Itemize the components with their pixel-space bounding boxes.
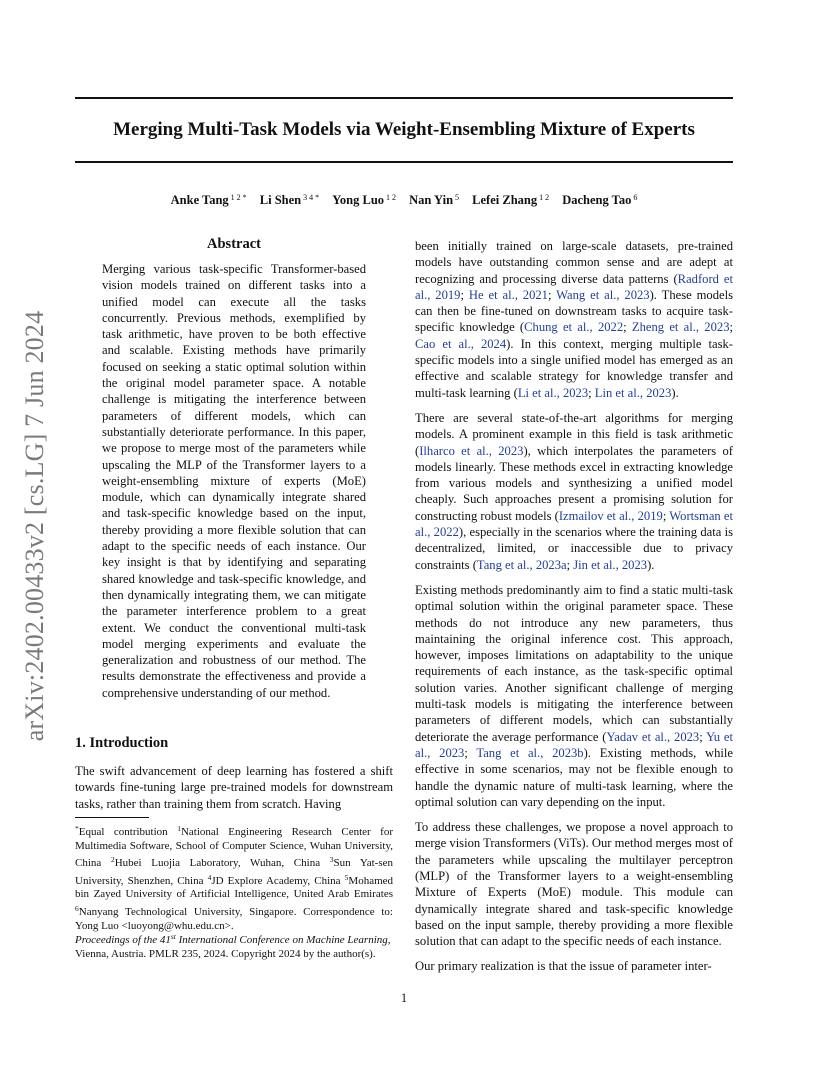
citation-link[interactable]: Wang et al., 2023 [556,287,650,302]
footnote-rule [75,817,149,818]
abstract-heading: Abstract [207,236,261,252]
equal-contribution-note: Equal contribution [78,826,168,838]
author-4 [409,193,459,207]
author-affiliation: 1 2 [539,193,550,202]
author-affiliation: 1 2 * [230,193,247,202]
citation-link[interactable]: Ilharco et al., 2023 [419,443,524,458]
correspondence-note: Correspondence to: Yong Luo <luoyong@whu.edu.cn>. [75,905,393,932]
author-affiliation: 5 [455,193,460,202]
right-column [415,238,733,984]
author-name: Dacheng Tao [562,193,632,207]
affiliation-5: Mohamed bin Zayed University of Artificial Intelligence, United Arab Emirates [75,874,394,901]
affiliation-footnote: *Equal contribution $^1$National Engineering Research Center for Multimedia Software, School of Computer Science, Wuhan University, China $^2$Hubei Luojia Laboratory, Wuhan, China $^3$Sun Yat-sen University, Shenzhen, China $^4$JD Explore Academy, China $^5$Mohamed bin Zayed University of Artificial Intelligence, United Arab Emirates $^6$Nanyang Technological University, Singapore. Correspondence to: Yong Luo <luoyong@whu.edu.cn>. [75,824,394,932]
citation-link[interactable]: He et al., 2021 [468,287,548,302]
citation-link[interactable]: Yadav et al., 2023 [606,729,700,744]
author-name: Li Shen [259,193,302,207]
author-list [75,190,733,208]
paragraph: Existing methods predominantly aim to find a static multi-task optimal solution within the original parameter space. These methods do not introduce any new parameters, thus maintaining the original inference cost. This approach, however, imposes limitations on adaptability to the unique requirements of each instance, as the task-specific optimal solution varies. Another significant challenge of merging multi-task models is mitigating the interference between parameters of different models, which can substantially deteriorate the average performance (Yadav et al., 2023; Yu et al., 2023; Tang et al., 2023b). Existing methods, while effective in some scenarios, may not be flexible enough to handle the dynamic nature of multi-task learning, where the optimal solution can vary depending on the input. [415,582,734,809]
author-6 [562,193,637,207]
citation-link[interactable]: Yu et al., 2023 [415,729,733,760]
citation-link[interactable]: Izmailov et al., 2019 [558,508,663,523]
abstract-text: Merging various task-specific Transformer-based vision models trained on different tasks into a unified model can execute all the tasks concurrently. Previous methods, exemplified by task arithmetic, have proven to be both effective and scalable. Existing methods have primarily focused on seeking a static optimal solution within the original model parameter space. A notable challenge is mitigating the interference between parameters of different models, which can substantially deteriorate performance. In this paper, we propose to merge most of the parameters while upscaling the MLP of the Transformer layers to a weight-ensembling mixture of experts (MoE) module, which can dynamically integrate shared and task-specific knowledge based on the input, thereby providing a more flexible solution that can adapt to the specific needs of each instance. Our key insight is that by identifying and separating shared knowledge and task-specific knowledge, and then dynamically integrating them, we can mitigate the parameter interference problem to a great extent. We conduct the conventional multi-task model merging experiments and evaluate the generalization and robustness of our method. The results demonstrate the effectiveness and provide a comprehensive understanding of our method. [102,262,366,700]
proceedings-copyright: , Vienna, Austria. PMLR 235, 2024. Copyright 2024 by the author(s). [75,934,391,960]
author-3 [332,193,396,207]
proceedings-venue: Proceedings of the 41 [75,934,171,946]
author-name: Yong Luo [332,193,385,207]
author-name: Nan Yin [409,193,454,207]
affiliation-2: Hubei Luojia Laboratory, Wuhan, China [114,857,321,870]
paper-title: Merging Multi-Task Models via Weight-Ensembling Mixture of Experts [113,119,695,140]
paragraph: been initially trained on large-scale datasets, pre-trained models have outstanding common sense and are adept at recognizing and processing diverse data patterns (Radford et al., 2019; He et al., 2021; Wang et al., 2023). These models can then be fine-tuned on downstream tasks to acquire task-specific knowledge (Chung et al., 2022; Zheng et al., 2023; Cao et al., 2024). In this context, merging multiple task-specific models into a single unified model has emerged as an effective and scalable strategy for knowledge transfer and multi-task learning (Li et al., 2023; Lin et al., 2023). [415,239,733,400]
citation-link[interactable]: Li et al., 2023 [517,385,589,400]
arxiv-stamp-container [20,296,50,756]
author-5 [472,193,549,207]
citation-link[interactable]: Lin et al., 2023 [594,385,672,400]
affiliation-1: National Engineering Research Center for Multimedia Software, School of Computer Science, Wuhan University, China [75,826,394,870]
citation-link[interactable]: Jin et al., 2023 [573,557,648,572]
author-2 [260,193,319,207]
title-rule-top [75,97,733,99]
author-name: Anke Tang [170,193,229,207]
arxiv-stamp: arXiv:2402.00433v2 [cs.LG] 7 Jun 2024 [20,310,49,742]
citation-link[interactable]: Radford et al., 2019 [415,271,733,302]
introduction-text: The swift advancement of deep learning has fostered a shift towards fine-tuning large pre-trained models for downstream tasks, rather than training them from scratch. Having [75,764,393,811]
section-heading-introduction: 1. Introduction [75,735,169,751]
author-affiliation: 6 [633,193,638,202]
proceedings-ordinal: st [170,932,176,941]
author-affiliation: 1 2 [386,193,397,202]
paragraph: There are several state-of-the-art algorithms for merging models. A prominent example in this field is task arithmetic (Ilharco et al., 2023), which interpolates the parameters of models linearly. These methods excel in extracting knowledge from various models and synthesizing a unified model cheaply. Such approaches present a promising solution for constructing robust models (Izmailov et al., 2019; Wortsman et al., 2022), especially in the scenarios where the training data is decentralized, limited, or inaccessible due to privacy constraints (Tang et al., 2023a; Jin et al., 2023). [415,410,733,572]
page-number: 1 [400,991,408,1005]
proceedings-conference: International Conference on Machine Learning [175,934,388,946]
paragraph: To address these challenges, we propose a novel approach to merge vision Transformers (ViTs). Our method merges most of the parameters while upscaling the multilayer perceptron (MLP) of the Transformer layers to a weight-ensembling Mixture of Experts (MoE) module. This module can dynamically integrate shared and task-specific knowledge based on the input sample, thereby providing a more flexible solution that can adapt to the specific needs of each instance. [415,820,733,949]
affiliation-6: Nanyang Technological University, Singapore. [78,905,297,918]
author-1 [171,193,247,207]
citation-link[interactable]: Cao et al., 2024 [415,336,507,351]
title-rule-bottom [75,161,733,163]
affiliation-3: Sun Yat-sen University, Shenzhen, China [75,857,394,887]
citation-link[interactable]: Wortsman et al., 2022 [415,508,733,540]
citation-link[interactable]: Tang et al., 2023b [476,745,584,760]
citation-link[interactable]: Tang et al., 2023a [476,557,567,572]
affiliation-4: JD Explore Academy, China [211,874,341,887]
citation-link[interactable]: Chung et al., 2022 [524,320,624,335]
citation-link[interactable]: Zheng et al., 2023 [631,320,730,335]
paragraph: Our primary realization is that the issue of parameter inter- [415,959,712,974]
author-name: Lefei Zhang [472,193,538,207]
proceedings-note [75,930,393,961]
author-affiliation: 3 4 * [303,193,320,202]
